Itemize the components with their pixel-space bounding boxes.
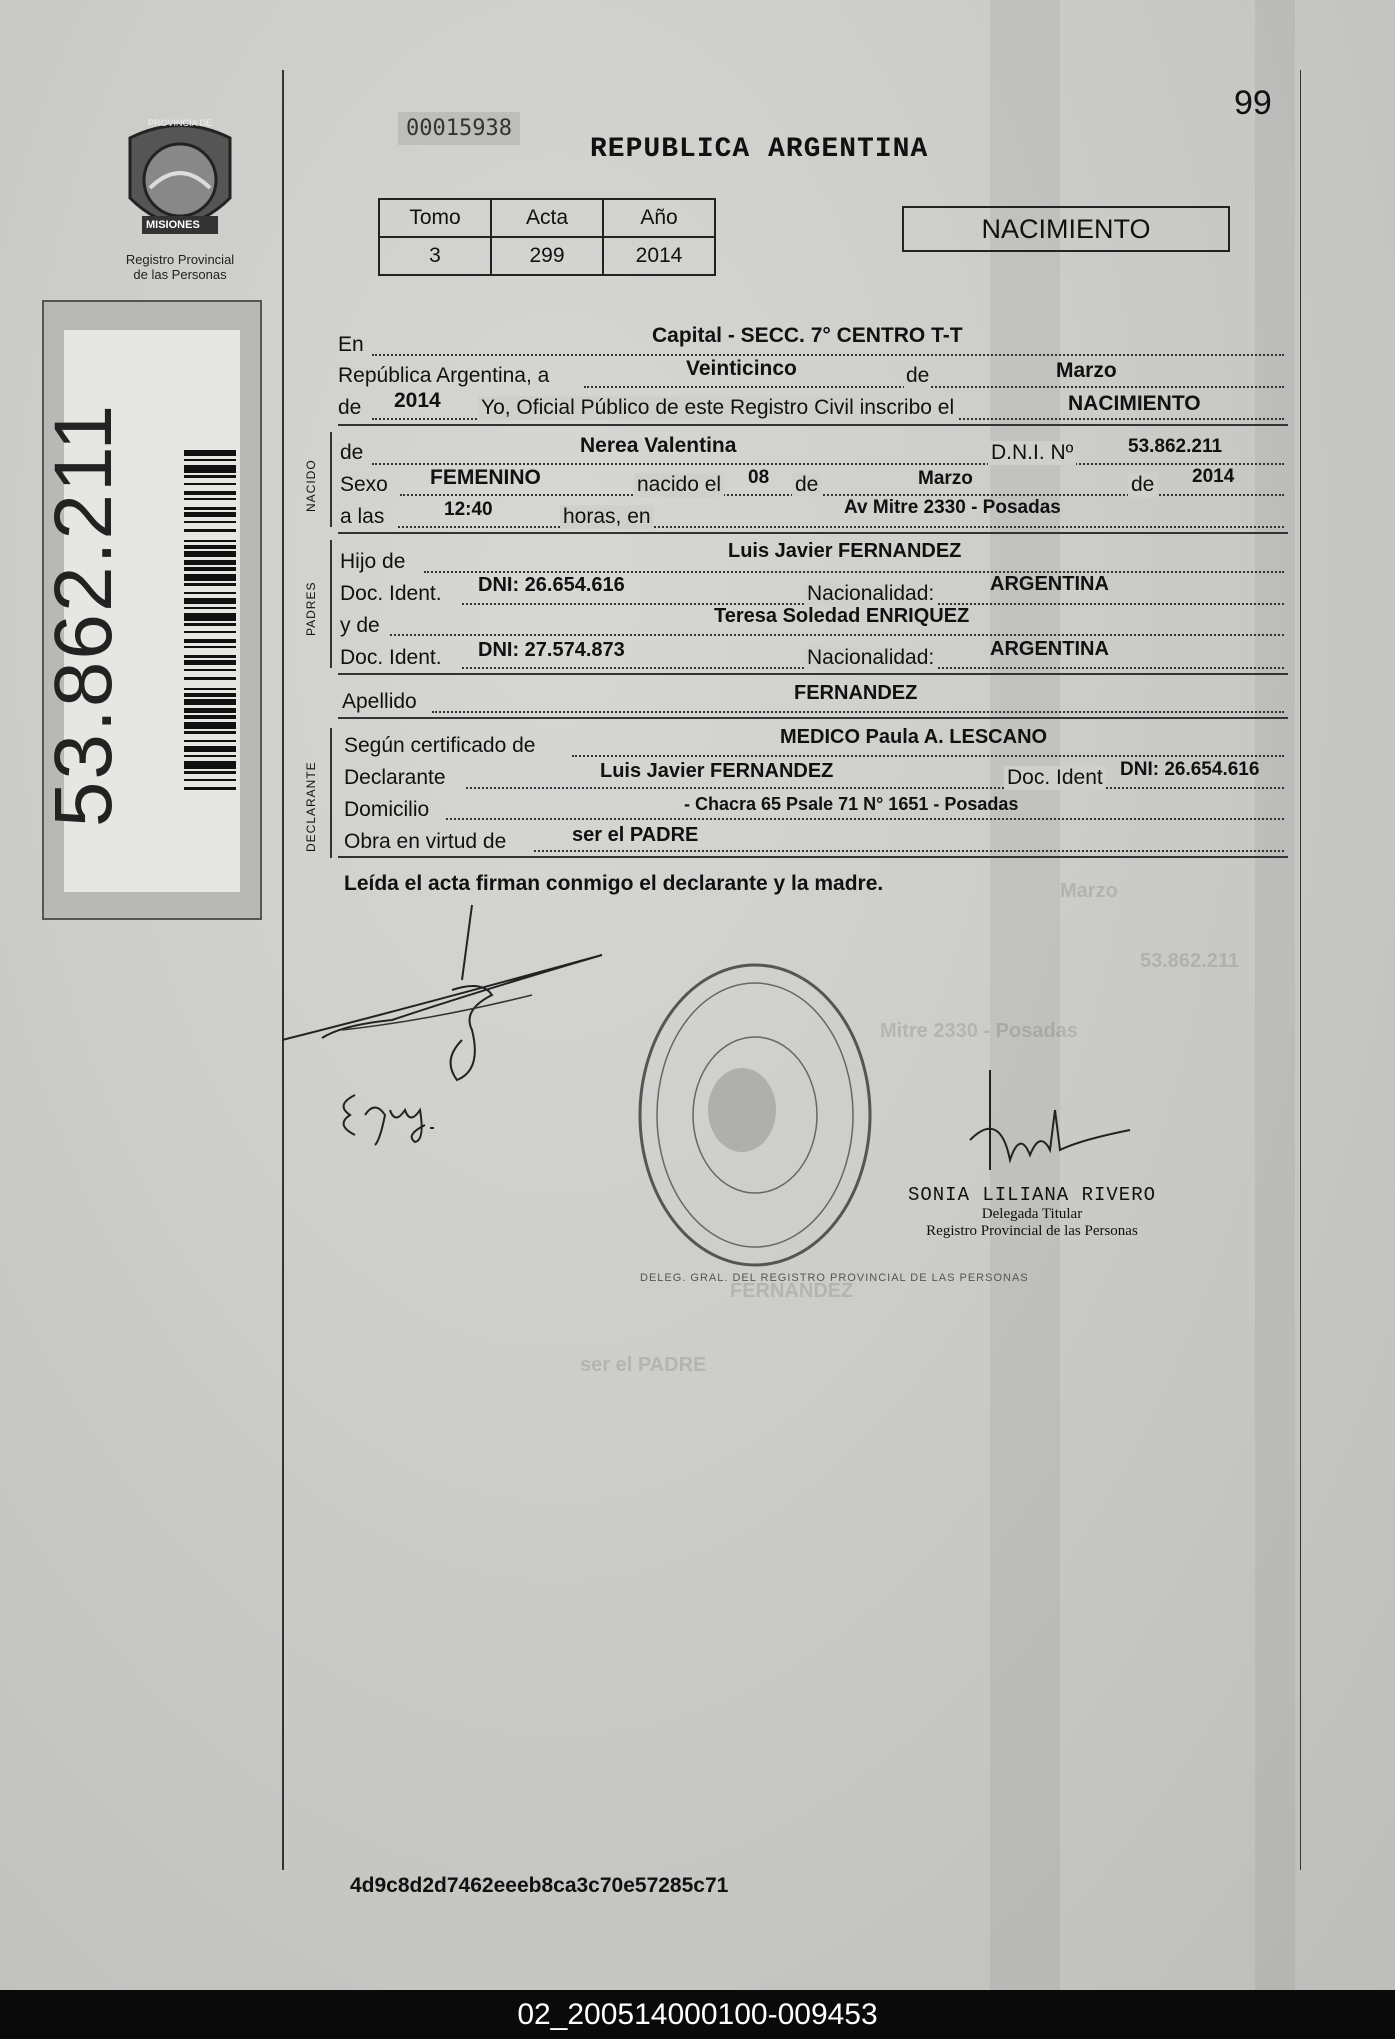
nacido-de-label: de <box>340 441 364 464</box>
document-title: REPUBLICA ARGENTINA <box>590 134 929 165</box>
header-cell: Tomo <box>379 199 491 237</box>
register-header-row <box>379 199 715 237</box>
mother-dni: DNI: 27.574.873 <box>478 639 625 661</box>
alas-label: a las <box>340 505 385 528</box>
document-hash: 4d9c8d2d7462eeeb8ca3c70e57285c71 <box>350 1874 729 1897</box>
dotted-line <box>572 755 1284 757</box>
apellido-value: FERNANDEZ <box>794 682 918 704</box>
republica-label: República Argentina, a <box>338 364 550 387</box>
value-cell: 2014 <box>603 237 715 275</box>
section-bar <box>330 540 332 668</box>
caption-line: de las Personas <box>133 267 227 282</box>
apellido-label: Apellido <box>342 690 417 713</box>
padres-section-label: PADRES <box>304 581 318 636</box>
nacionalidad-label: Nacionalidad: <box>804 646 937 670</box>
barcode-label <box>38 300 262 920</box>
right-margin-line <box>1300 70 1301 1870</box>
mother-nationality: ARGENTINA <box>990 638 1109 660</box>
obra-value: ser el PADRE <box>572 824 699 846</box>
register-table <box>378 198 716 276</box>
birth-year: 2014 <box>1192 466 1235 487</box>
domicilio-value: - Chacra 65 Psale 71 N° 1651 - Posadas <box>684 794 1019 814</box>
month-value: Marzo <box>1056 359 1117 382</box>
domicilio-label: Domicilio <box>344 798 430 821</box>
child-name: Nerea Valentina <box>580 434 737 457</box>
dotted-line <box>390 634 1284 636</box>
bleed-through: 53.862.211 <box>1140 950 1239 972</box>
value-cell: 299 <box>491 237 603 275</box>
official-name: SONIA LILIANA RIVERO <box>907 1184 1157 1206</box>
scan-artifact <box>1255 0 1295 1990</box>
official-role: Delegada Titular <box>981 1206 1083 1222</box>
dni-label: D.N.I. Nº <box>988 441 1076 465</box>
declarant-signature <box>282 900 622 1100</box>
declarante-label: Declarante <box>344 766 446 789</box>
closing-text: Leída el acta firman conmigo el declarante y la madre. <box>344 872 884 895</box>
section-divider <box>338 717 1288 719</box>
dotted-line <box>372 463 1284 465</box>
obra-label: Obra en virtud de <box>344 830 507 853</box>
barcode-panel <box>38 330 240 892</box>
scan-artifact <box>990 0 1060 1990</box>
doc-ident-label: Doc. Ident <box>1004 766 1106 790</box>
de-label: de <box>792 473 821 497</box>
horas-label: horas, en <box>560 505 654 529</box>
section-divider <box>338 424 1288 426</box>
en-value: Capital - SECC. 7° CENTRO T-T <box>652 324 963 347</box>
bleed-through: ser el PADRE <box>580 1354 707 1376</box>
section-divider <box>338 532 1288 534</box>
register-value-row <box>379 237 715 275</box>
caption-line: Registro Provincial <box>125 252 235 267</box>
day-value: Veinticinco <box>686 357 797 380</box>
dotted-line <box>424 571 1284 573</box>
dotted-line <box>398 526 1284 528</box>
section-divider <box>338 856 1288 858</box>
certificado-value: MEDICO Paula A. LESCANO <box>780 726 1048 748</box>
de-label: de <box>906 364 930 387</box>
official-office: Registro Provincial de las Personas <box>926 1223 1138 1239</box>
nacido-el-label: nacido el <box>634 473 724 497</box>
sexo-value: FEMENINO <box>430 466 541 489</box>
record-type-box: NACIMIENTO <box>902 206 1230 252</box>
sexo-label: Sexo <box>340 473 388 496</box>
year-value: 2014 <box>394 389 441 412</box>
father-nationality: ARGENTINA <box>990 573 1109 595</box>
de-label: de <box>338 396 362 419</box>
value-cell: 3 <box>379 237 491 275</box>
declarante-section-label: DECLARANTE <box>304 761 318 852</box>
logo-arc-text: PROVINCIA DE <box>148 118 213 128</box>
doc-ident-label: Doc. Ident. <box>340 582 442 605</box>
declarante-value: Luis Javier FERNANDEZ <box>600 760 834 782</box>
bleed-through: Mitre 2330 - Posadas <box>880 1020 1078 1042</box>
page-number: 99 <box>1234 84 1272 122</box>
mother-name: Teresa Soledad ENRIQUEZ <box>714 605 970 627</box>
dotted-line <box>534 850 1284 852</box>
dotted-line <box>372 354 1284 356</box>
barcode-bars <box>184 450 236 790</box>
section-divider <box>338 673 1288 675</box>
de-label: de <box>1128 473 1157 497</box>
yde-label: y de <box>340 614 380 637</box>
official-signature <box>960 1070 1140 1190</box>
section-bar <box>330 728 332 858</box>
father-dni: DNI: 26.654.616 <box>478 574 625 596</box>
nacido-section-label: NACIDO <box>304 459 318 512</box>
dotted-line <box>446 818 1284 820</box>
dotted-line <box>466 787 1284 789</box>
birth-place: Av Mitre 2330 - Posadas <box>844 497 1061 518</box>
official-seal <box>630 960 880 1270</box>
dotted-line <box>432 711 1284 713</box>
birth-day: 08 <box>748 467 770 488</box>
dotted-line <box>584 386 1284 388</box>
doc-ident-label: Doc. Ident. <box>340 646 442 669</box>
en-label: En <box>338 333 364 356</box>
birth-month: Marzo <box>918 468 973 489</box>
header-cell: Año <box>603 199 715 237</box>
logo-banner-text: MISIONES <box>146 219 200 231</box>
nacionalidad-label: Nacionalidad: <box>804 582 937 606</box>
father-name: Luis Javier FERNANDEZ <box>728 540 962 562</box>
bleed-through: FERNANDEZ <box>730 1280 854 1302</box>
child-dni: 53.862.211 <box>1128 436 1223 457</box>
bleed-through: Marzo <box>1060 880 1118 902</box>
declarante-dni: DNI: 26.654.616 <box>1120 759 1260 780</box>
official-stamp <box>892 1184 1172 1240</box>
birth-time: 12:40 <box>444 499 493 520</box>
serial-number: 00015938 <box>398 112 520 145</box>
section-bar <box>330 432 332 527</box>
footer-id: 02_200514000100-009453 <box>0 1990 1395 2039</box>
inscribe-text: Yo, Oficial Público de este Registro Civil inscribo el <box>478 396 957 420</box>
hijo-label: Hijo de <box>340 550 406 573</box>
header-cell: Acta <box>491 199 603 237</box>
seal-text: DELEG. GRAL. DEL REGISTRO PROVINCIAL DE LAS PERSONAS <box>640 1272 1029 1284</box>
mother-signature <box>330 1080 490 1150</box>
registry-caption <box>100 252 260 282</box>
certificado-label: Según certificado de <box>344 734 536 757</box>
act-value: NACIMIENTO <box>1068 392 1201 415</box>
barcode-number: 53.862.211 <box>38 402 129 828</box>
